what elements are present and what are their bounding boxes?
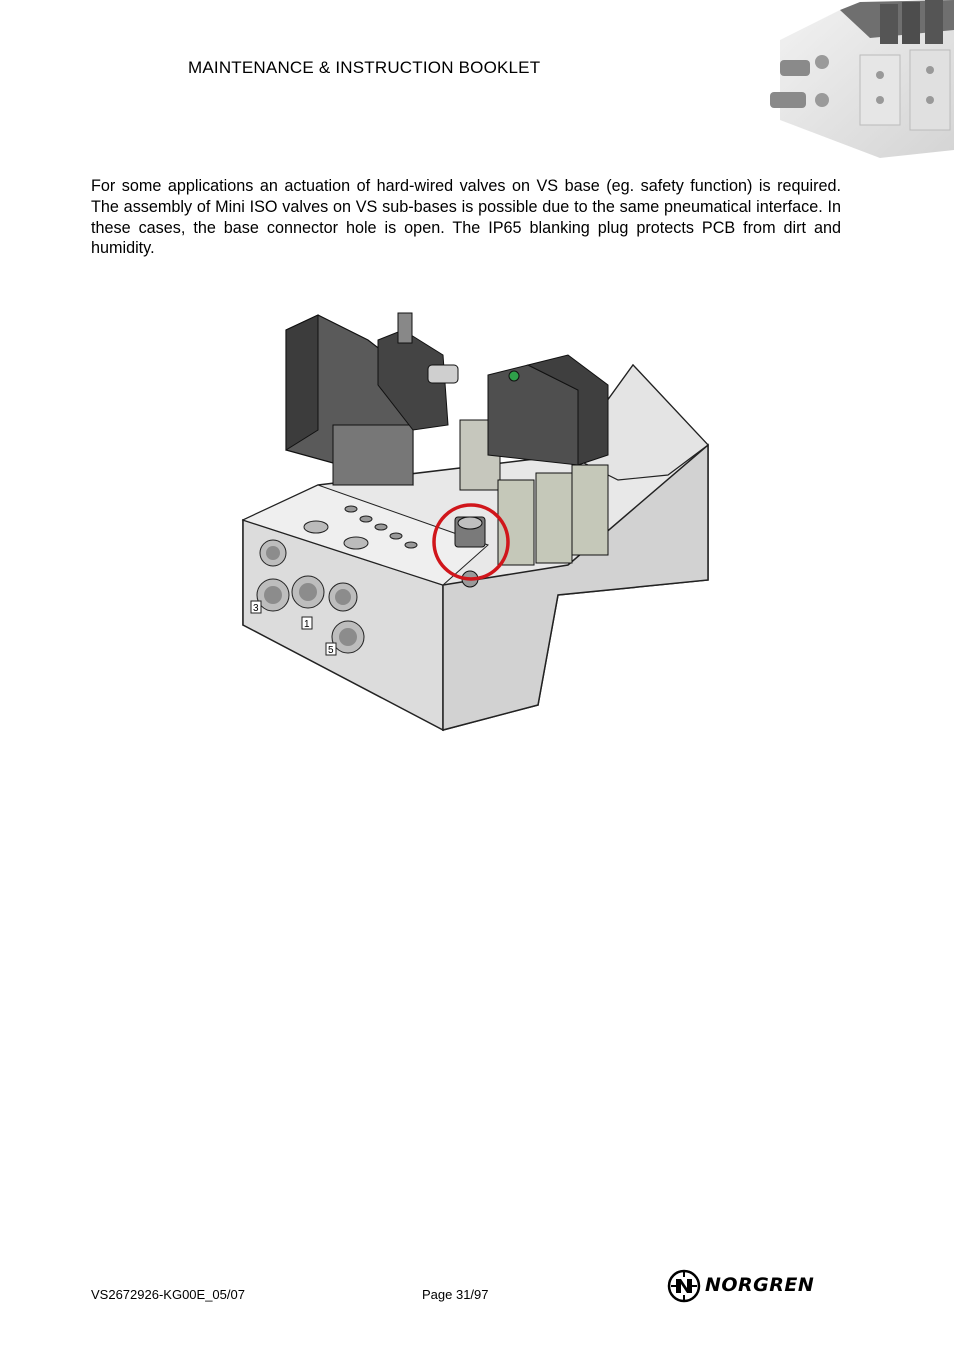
body-paragraph: For some applications an actuation of hard-wired valves on VS base (eg. safety function) is required. The assembly of Mini ISO valves on VS sub-bases is possible due to the same pneumatical interface. In these cases, the base connector hole is open. The IP65 blanking plug protects PCB from dirt and humidity.: [91, 177, 841, 258]
valve-product-image: [760, 0, 954, 160]
booklet-title: MAINTENANCE & INSTRUCTION BOOKLET: [188, 58, 541, 77]
brand-name: NORGREN: [705, 1274, 815, 1296]
valve-assembly-figure: [238, 305, 713, 735]
page-number: Page 31/97: [422, 1287, 489, 1302]
port-label-5: 5: [328, 645, 334, 656]
norgren-logo: [667, 1267, 843, 1305]
port-label-3: 3: [253, 603, 259, 614]
document-code: VS2672926-KG00E_05/07: [91, 1287, 245, 1302]
port-label-1: 1: [304, 619, 310, 630]
norgren-emblem-icon: [667, 1269, 701, 1303]
